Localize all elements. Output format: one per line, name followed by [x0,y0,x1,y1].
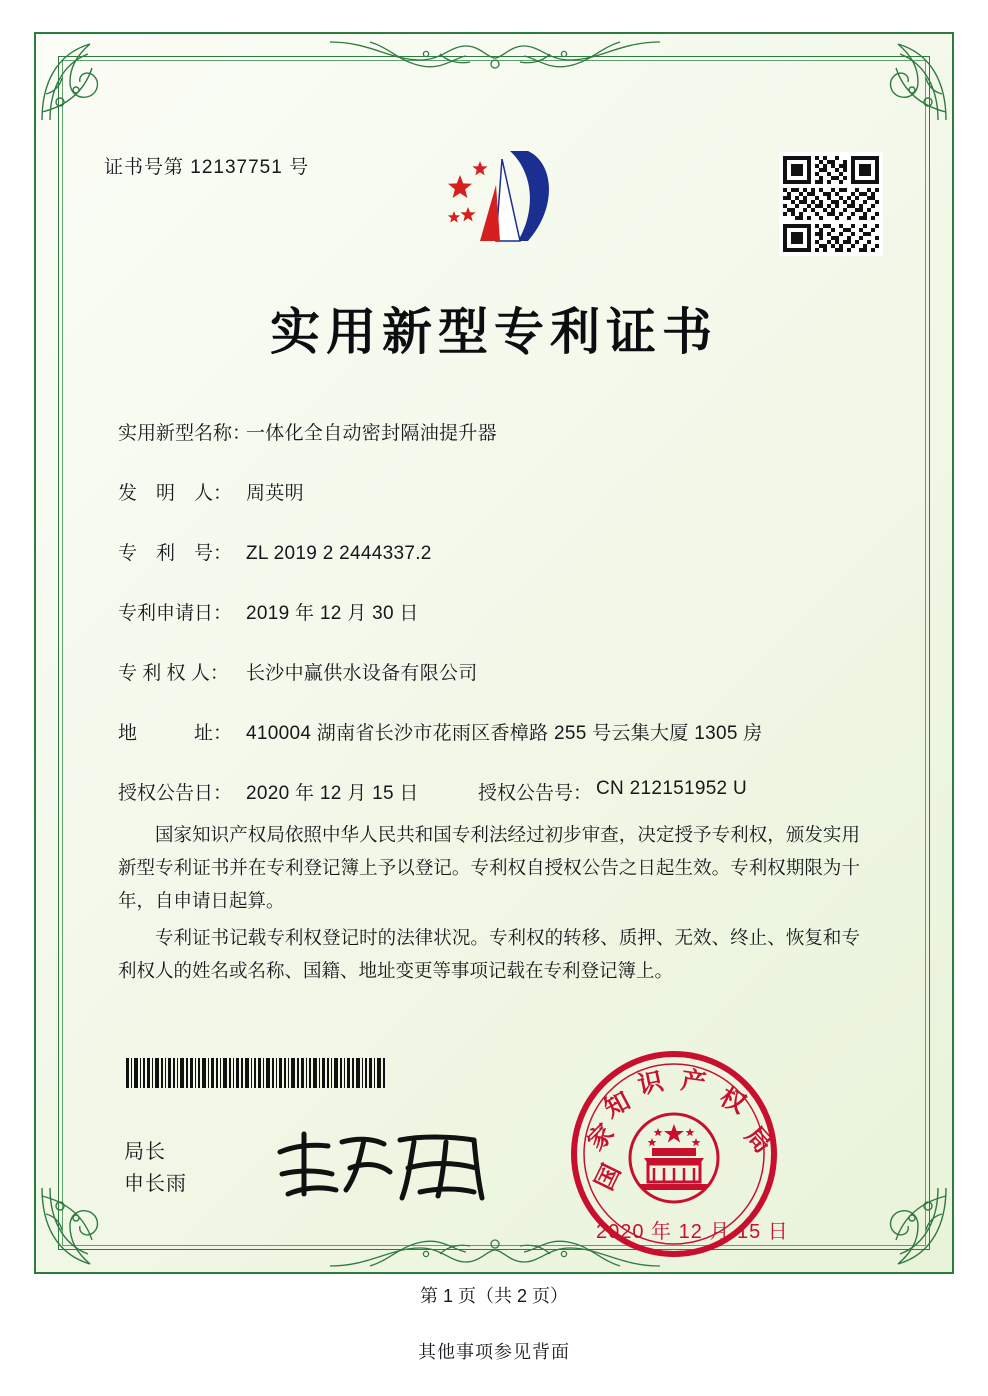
field-value: ZL 2019 2 2444337.2 [246,543,432,564]
svg-text:权: 权 [715,1081,751,1120]
field-value: 周英明 [246,483,304,504]
field-value: 2019 年 12 月 30 日 [246,603,419,624]
qr-code-icon [779,152,883,256]
page-footer: 第 1 页（共 2 页） [419,1286,569,1306]
field-label: 专 利 号： [118,543,233,564]
field-label: 发 明 人： [118,483,233,504]
field-value: 长沙中赢供水设备有限公司 [246,663,478,684]
svg-text:识: 识 [635,1066,666,1100]
grant-date-label: 授权公告日： [118,783,233,804]
back-side-note: 其他事项参见背面 [418,1342,570,1362]
svg-text:局: 局 [739,1120,778,1159]
signature-labels [124,1136,187,1200]
field-row-inventor [118,478,878,505]
field-row-grant-announcement [118,778,878,805]
field-label: 地 址： [118,723,233,744]
field-row-application-date [118,598,878,625]
field-label: 专 利 权 人： [118,663,229,684]
field-row-patent-number [118,538,878,565]
svg-text:知: 知 [599,1085,635,1124]
field-value: 一体化全自动密封隔油提升器 [246,423,497,444]
corner-ornament-icon [36,34,128,126]
svg-text:产: 产 [679,1065,708,1098]
svg-text:国: 国 [589,1159,627,1195]
grant-date-value: 2020 年 12 月 15 日 [246,783,419,804]
certificate-number: 证书号第 12137751 号 [104,157,310,178]
corner-ornament-icon [860,1182,952,1274]
grant-number-value: CN 212151952 U [596,778,748,799]
barcode-icon [126,1058,388,1088]
top-ornament-icon [330,34,660,80]
page-title: 实用新型专利证书 [270,302,718,361]
cnipa-logo-icon [424,145,584,260]
grant-number-label: 授权公告号： [478,783,593,804]
director-title: 局长 [124,1141,166,1163]
legal-paragraph: 专利证书记载专利权登记时的法律状况。专利权的转移、质押、无效、终止、恢复和专利权人的姓名或名称、国籍、地址变更等事项记载在专利登记簿上。 [118,927,860,981]
corner-ornament-icon [860,34,952,126]
field-value: 410004 湖南省长沙市花雨区香樟路 255 号云集大厦 1305 房 [246,723,763,744]
field-label: 实用新型名称： [118,423,252,444]
handwritten-signature-icon [268,1118,508,1214]
legal-text [118,818,860,991]
certificate-fields [118,418,878,823]
director-name: 申长雨 [124,1173,187,1195]
field-row-address [118,718,878,745]
field-row-patentee [118,658,878,685]
corner-ornament-icon [36,1182,128,1274]
svg-text:家: 家 [581,1118,620,1157]
seal-date: 2020 年 12 月 15 日 [596,1221,789,1243]
field-label: 专利申请日： [118,603,233,624]
legal-paragraph: 国家知识产权局依照中华人民共和国专利法经过初步审查，决定授予专利权，颁发实用新型专利证书并在专利登记簿上予以登记。专利权自授权公告之日起生效。专利权期限为十年，自申请日起算。 [118,824,860,911]
field-row-utility-model-name [118,418,878,445]
